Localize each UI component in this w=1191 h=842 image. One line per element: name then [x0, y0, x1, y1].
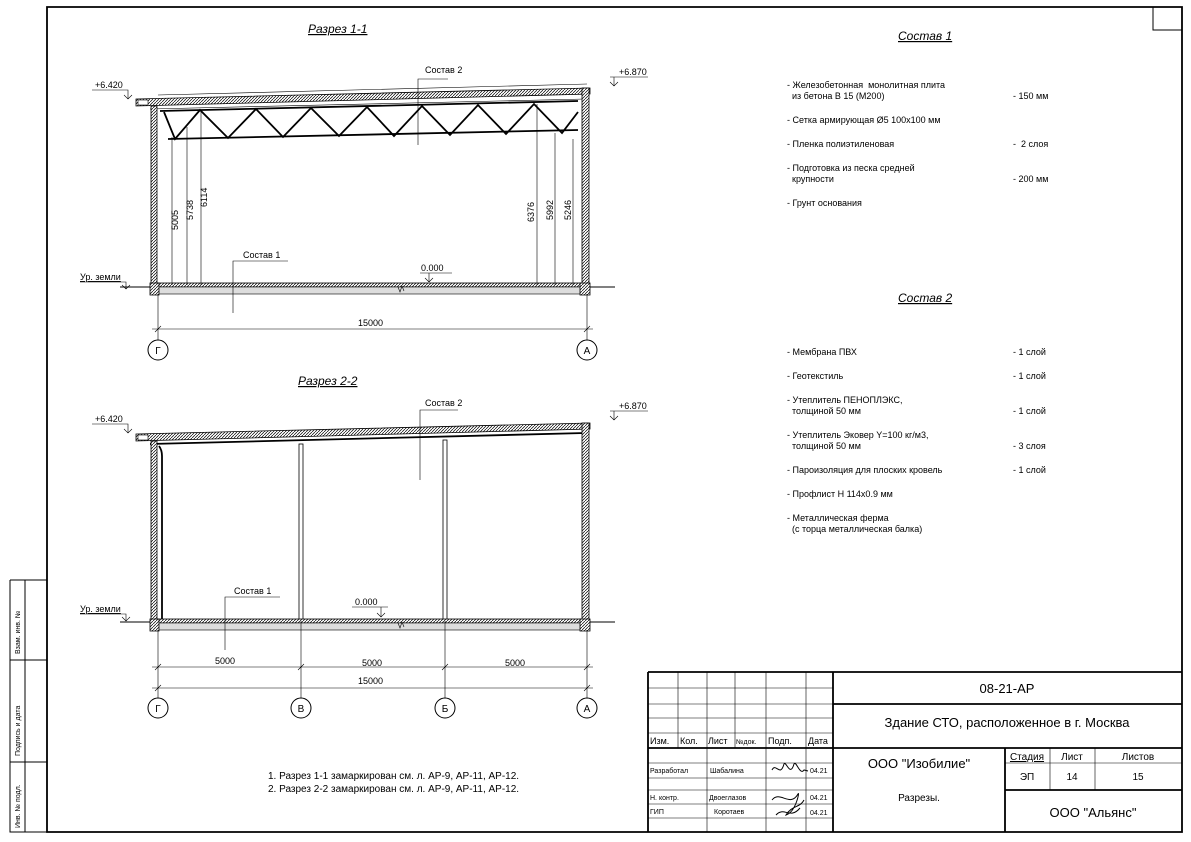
person-name: Коротаев: [714, 809, 745, 816]
composition-value: - 200 мм: [1013, 174, 1049, 184]
composition-item: - Металлическая ферма: [787, 513, 889, 523]
elevation-left: +6.420: [95, 80, 123, 90]
height-dim: 5738: [185, 199, 195, 220]
section-title: Разрез 1-1: [308, 22, 368, 36]
height-dim: 5992: [545, 199, 555, 220]
composition-item: - Железобетонная монолитная плита: [787, 80, 946, 90]
layer-2-callout: Состав 2: [425, 65, 463, 75]
ground-level: Ур. земли: [80, 604, 121, 614]
span-dim: 5000: [362, 658, 383, 668]
composition-value: - 3 слоя: [1013, 441, 1046, 451]
zero-level: 0.000: [421, 263, 444, 273]
composition-item: из бетона В 15 (М200): [787, 91, 885, 101]
person-name: Двоеглазов: [709, 795, 747, 802]
composition-value: - 1 слой: [1013, 465, 1046, 475]
truss: [160, 101, 578, 139]
wall-right: [582, 423, 589, 622]
note: 2. Разрез 2-2 замаркирован см. л. АР-9, АР-11, АР-12.: [268, 784, 520, 795]
elevation-left: +6.420: [95, 414, 123, 424]
total-dim: 15000: [358, 676, 384, 686]
floor-slab: [157, 283, 582, 287]
composition-item: - Профлист Н 114х0.9 мм: [787, 489, 893, 499]
stage-label: Стадия: [1009, 752, 1045, 763]
composition-item: - Сетка армирующая Ø5 100х100 мм: [787, 115, 941, 125]
replaced-inv-label: Взам. инв. №: [15, 610, 22, 654]
zero-level: 0.000: [355, 597, 378, 607]
role: ГИП: [650, 809, 664, 816]
inv-no-label: Инв. № подл.: [15, 784, 22, 828]
composition-value: - 1 слой: [1013, 406, 1046, 416]
section-2-2: [80, 374, 648, 718]
side-stamp: [10, 580, 47, 832]
composition-item: - Утеплитель Эковер Y=100 кг/м3,: [787, 430, 929, 440]
roof-slab: [136, 88, 590, 106]
span-dim: 5000: [505, 658, 526, 668]
column-header: Дата: [808, 736, 828, 746]
composition-2: [787, 291, 1046, 534]
height-dim: 5246: [563, 199, 573, 220]
column-header: №док.: [736, 739, 757, 746]
sheets-value: 15: [1132, 772, 1144, 783]
document-code: 08-21-АР: [979, 681, 1035, 696]
composition-value: - 1 слой: [1013, 347, 1046, 357]
axis-label: В: [297, 704, 305, 715]
section-1-1: [80, 22, 648, 360]
customer: ООО "Изобилие": [867, 756, 971, 771]
column: [443, 440, 447, 621]
role: Разработал: [650, 768, 689, 775]
layer-1-callout: Состав 1: [234, 586, 272, 596]
composition-value: - 2 слоя: [1013, 139, 1049, 149]
composition-item: - Мембрана ПВХ: [787, 347, 857, 357]
section-title: Разрез 2-2: [298, 374, 358, 388]
ground-level: Ур. земли: [80, 272, 121, 282]
note: 1. Разрез 1-1 замаркирован см. л. АР-9, АР-11, АР-12.: [268, 771, 520, 782]
composition-title: Состав 1: [898, 29, 953, 43]
wall-left: [151, 106, 157, 284]
span-dim: 15000: [358, 318, 384, 328]
axis-label: А: [583, 346, 591, 357]
sign-date-label: Подпись и дата: [15, 705, 22, 756]
height-dim: 5005: [170, 209, 180, 230]
sheets-label: Листов: [1121, 752, 1155, 763]
floor-slab: [157, 619, 582, 623]
person-name: Шабалина: [710, 768, 744, 775]
composition-item: толщиной 50 мм: [787, 406, 861, 416]
composition-item: - Утеплитель ПЕНОПЛЭКС,: [787, 395, 903, 405]
composition-value: - 150 мм: [1013, 91, 1049, 101]
role: Н. контр.: [650, 795, 679, 802]
axis-label: Б: [441, 704, 449, 715]
date: 04.21: [810, 795, 828, 802]
composition-title: Состав 2: [898, 291, 953, 305]
composition-item: (с торца металлическая балка): [787, 524, 923, 534]
sheet-label: Лист: [1061, 752, 1083, 763]
sheet-value: 14: [1066, 772, 1078, 783]
column-header: Изм.: [650, 736, 670, 746]
composition-item: - Пленка полиэтиленовая: [787, 139, 895, 149]
sheet-title: Разрезы.: [898, 793, 940, 804]
composition-item: - Пароизоляция для плоских кровель: [787, 465, 943, 475]
composition-item: - Геотекстиль: [787, 371, 844, 381]
date: 04.21: [810, 768, 828, 775]
wall-right: [582, 88, 589, 284]
composition-item: крупности: [787, 174, 834, 184]
composition-value: - 1 слой: [1013, 371, 1046, 381]
project-name: Здание СТО, расположенное в г. Москва: [884, 715, 1130, 730]
column-header: Подп.: [768, 736, 792, 746]
signature: [772, 763, 808, 815]
layer-2-callout: Состав 2: [425, 398, 463, 408]
composition-item: толщиной 50 мм: [787, 441, 861, 451]
axis-label: Г: [155, 346, 161, 357]
span-dim: 5000: [215, 656, 236, 666]
composition-item: - Подготовка из песка средней: [787, 163, 915, 173]
stage-value: ЭП: [1019, 772, 1035, 783]
wall-left: [151, 441, 157, 622]
elevation-right: +6.870: [619, 401, 647, 411]
company: ООО "Альянс": [1049, 805, 1137, 820]
date: 04.21: [810, 810, 828, 817]
axis-label: Г: [155, 704, 161, 715]
composition-item: - Грунт основания: [787, 198, 862, 208]
column-header: Лист: [708, 736, 728, 746]
axis-label: А: [583, 704, 591, 715]
title-block: [648, 672, 1182, 832]
column: [299, 444, 303, 621]
layer-1-callout: Состав 1: [243, 250, 281, 260]
composition-1: [787, 29, 1048, 208]
height-dim: 6114: [199, 187, 209, 207]
elevation-right: +6.870: [619, 67, 647, 77]
column-header: Кол.: [680, 736, 698, 746]
height-dim: 6376: [526, 201, 536, 222]
